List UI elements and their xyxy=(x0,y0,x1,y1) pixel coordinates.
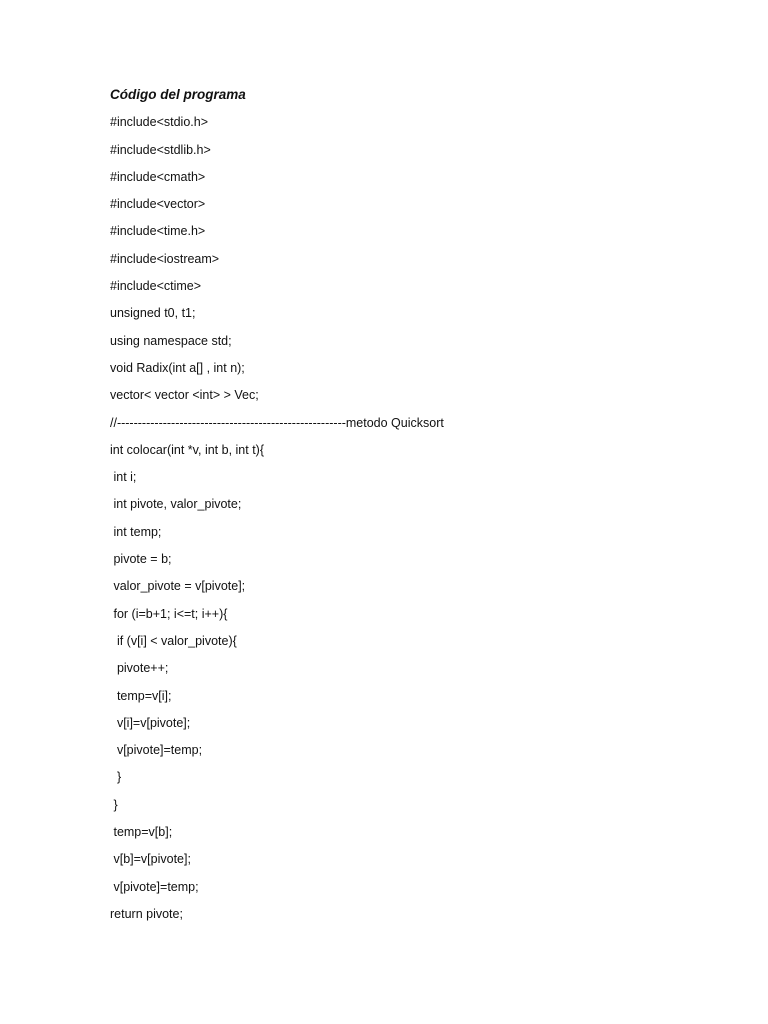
code-line: } xyxy=(110,797,118,812)
code-line: v[pivote]=temp; xyxy=(110,879,199,894)
code-line: if (v[i] < valor_pivote){ xyxy=(110,633,237,648)
code-line: #include<cmath> xyxy=(110,169,206,184)
code-line: temp=v[b]; xyxy=(110,825,173,840)
code-line: v[pivote]=temp; xyxy=(110,743,203,758)
code-line: #include<vector> xyxy=(110,197,206,212)
code-line: temp=v[i]; xyxy=(110,688,172,703)
code-line: return pivote; xyxy=(110,906,183,921)
code-line: int i; xyxy=(110,470,137,485)
code-line: #include<stdlib.h> xyxy=(110,142,211,157)
code-line: int colocar(int *v, int b, int t){ xyxy=(110,442,264,457)
code-line: #include<time.h> xyxy=(110,224,206,239)
code-line: //-------------------------------------------------------metodo Quicksort xyxy=(110,415,444,430)
code-line: #include<ctime> xyxy=(110,279,202,294)
code-line: pivote++; xyxy=(110,661,169,676)
document-title: Código del programa xyxy=(110,87,246,102)
code-line: #include<stdio.h> xyxy=(110,115,208,130)
code-block xyxy=(110,112,710,931)
code-line: using namespace std; xyxy=(110,333,232,348)
code-line: for (i=b+1; i<=t; i++){ xyxy=(110,606,228,621)
code-line: } xyxy=(110,770,122,785)
code-line: v[i]=v[pivote]; xyxy=(110,715,191,730)
code-line: unsigned t0, t1; xyxy=(110,306,196,321)
code-line: int temp; xyxy=(110,524,162,539)
code-line: void Radix(int a[] , int n); xyxy=(110,360,245,375)
code-line: int pivote, valor_pivote; xyxy=(110,497,242,512)
code-line: vector< vector <int> > Vec; xyxy=(110,388,259,403)
code-line: pivote = b; xyxy=(110,552,172,567)
code-line: valor_pivote = v[pivote]; xyxy=(110,579,246,594)
code-line: #include<iostream> xyxy=(110,251,220,266)
code-line: v[b]=v[pivote]; xyxy=(110,852,191,867)
document-body xyxy=(110,85,710,931)
